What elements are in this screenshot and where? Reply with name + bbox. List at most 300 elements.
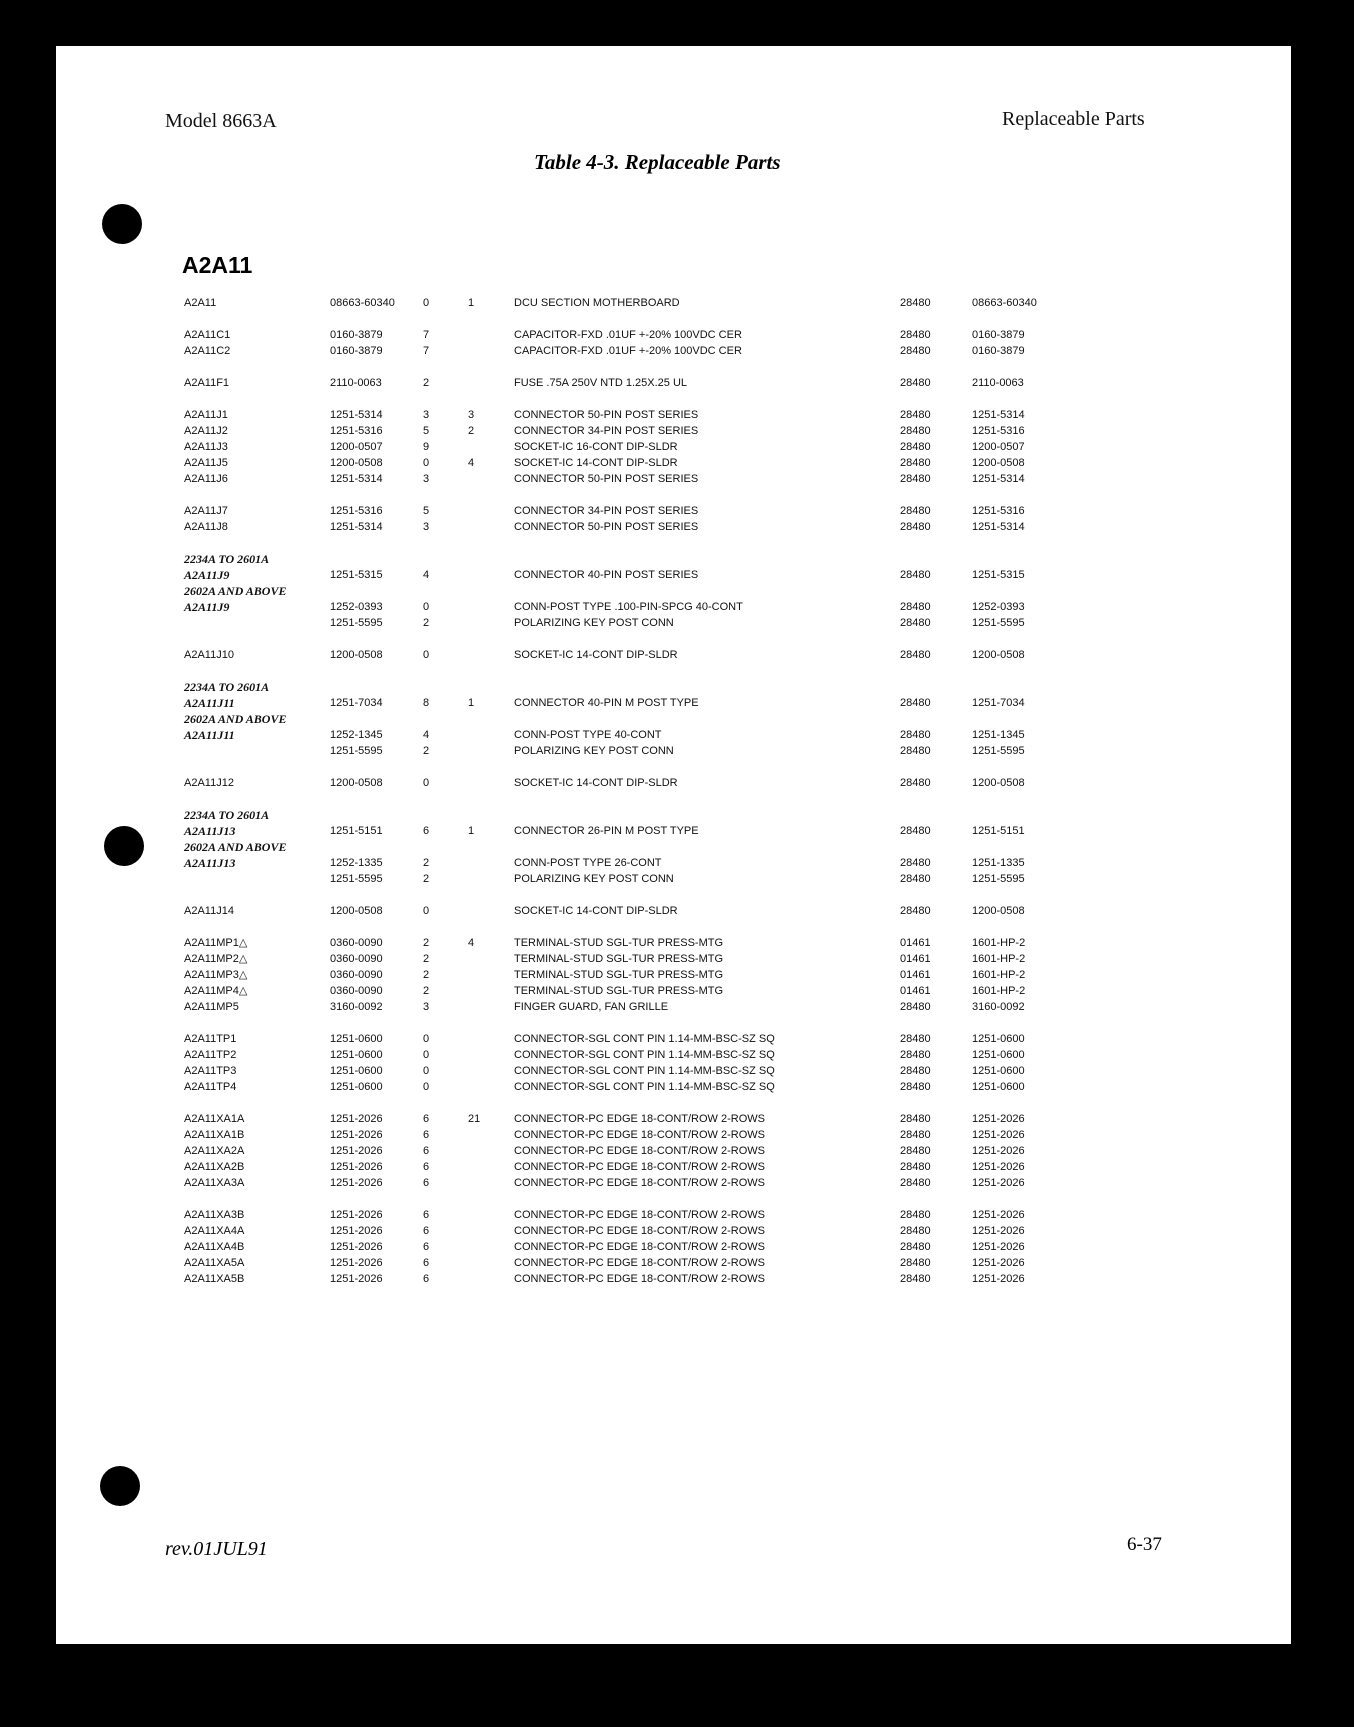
mfr-code: 28480	[900, 1257, 931, 1269]
mfr-part-number: 1251-2026	[972, 1113, 1025, 1125]
reference-designator: A2A11XA1B	[184, 1129, 245, 1141]
mfr-code: 28480	[900, 297, 931, 309]
check-digit: 0	[423, 1049, 430, 1061]
table-row	[56, 1176, 1291, 1191]
reference-designator: A2A11XA5B	[184, 1273, 245, 1285]
mfr-part-number: 1200-0507	[972, 441, 1025, 453]
mfr-part-number: 1251-5314	[972, 521, 1025, 533]
serial-prefix-note	[56, 808, 1291, 823]
part-number: 0360-0090	[330, 953, 383, 965]
table-row	[56, 376, 1291, 391]
part-number: 0360-0090	[330, 937, 383, 949]
check-digit: 6	[423, 1225, 430, 1237]
part-number: 1200-0507	[330, 441, 383, 453]
part-number: 1251-2026	[330, 1177, 383, 1189]
mfr-code: 28480	[900, 649, 931, 661]
reference-designator: A2A11MP3△	[184, 969, 248, 981]
mfr-code: 28480	[900, 1177, 931, 1189]
table-row	[56, 296, 1291, 311]
part-number: 0160-3879	[330, 345, 383, 357]
part-number: 0360-0090	[330, 985, 383, 997]
mfr-part-number: 1200-0508	[972, 457, 1025, 469]
description: TERMINAL-STUD SGL-TUR PRESS-MTG	[514, 953, 724, 965]
check-digit: 4	[423, 729, 430, 741]
mfr-code: 28480	[900, 505, 931, 517]
description: CONNECTOR 50-PIN POST SERIES	[514, 409, 699, 421]
mfr-code: 28480	[900, 825, 931, 837]
mfr-part-number: 1251-5595	[972, 745, 1025, 757]
mfr-code: 28480	[900, 1049, 931, 1061]
table-row	[56, 776, 1291, 791]
table-row	[56, 1032, 1291, 1047]
part-number: 1251-5314	[330, 521, 383, 533]
table-row	[56, 1256, 1291, 1271]
check-digit: 3	[423, 409, 430, 421]
part-number: 0160-3879	[330, 329, 383, 341]
serial-prefix-note	[56, 552, 1291, 567]
description: CONN-POST TYPE .100-PIN-SPCG 40-CONT	[514, 601, 743, 613]
reference-designator: A2A11J13	[184, 856, 236, 870]
part-number: 1251-2026	[330, 1113, 383, 1125]
mfr-part-number: 1251-5316	[972, 505, 1025, 517]
section-header: Replaceable Parts	[1002, 108, 1145, 130]
reference-designator: A2A11XA2B	[184, 1161, 245, 1173]
part-number: 1200-0508	[330, 777, 383, 789]
table-row	[56, 856, 1291, 871]
description: CONNECTOR-PC EDGE 18-CONT/ROW 2-ROWS	[514, 1257, 765, 1269]
part-number: 1251-5314	[330, 473, 383, 485]
mfr-code: 28480	[900, 569, 931, 581]
part-number: 1251-2026	[330, 1145, 383, 1157]
quantity: 1	[468, 697, 475, 709]
mfr-code: 28480	[900, 1001, 931, 1013]
part-number: 1251-5595	[330, 745, 383, 757]
mfr-code: 28480	[900, 377, 931, 389]
table-row	[56, 1272, 1291, 1287]
check-digit: 0	[423, 1065, 430, 1077]
description: SOCKET-IC 14-CONT DIP-SLDR	[514, 905, 678, 917]
mfr-part-number: 1251-2026	[972, 1257, 1025, 1269]
part-number: 1251-7034	[330, 697, 383, 709]
part-number: 08663-60340	[330, 297, 395, 309]
page-number: 6-37	[1127, 1534, 1162, 1555]
serial-prefix-text: 2234A TO 2601A	[184, 680, 270, 694]
part-number: 1251-0600	[330, 1081, 383, 1093]
mfr-part-number: 1601-HP-2	[972, 985, 1026, 997]
part-number: 1251-5315	[330, 569, 383, 581]
check-digit: 6	[423, 825, 430, 837]
reference-designator: A2A11XA3A	[184, 1177, 245, 1189]
mfr-part-number: 1251-0600	[972, 1049, 1025, 1061]
description: CONN-POST TYPE 26-CONT	[514, 857, 662, 869]
part-number: 1251-0600	[330, 1065, 383, 1077]
assembly-heading: A2A11	[182, 252, 253, 278]
part-number: 1251-5595	[330, 873, 383, 885]
description: CONNECTOR-PC EDGE 18-CONT/ROW 2-ROWS	[514, 1161, 765, 1173]
part-number: 1252-0393	[330, 601, 383, 613]
serial-prefix-text: 2234A TO 2601A	[184, 552, 270, 566]
table-row	[56, 968, 1291, 983]
mfr-part-number: 1251-1335	[972, 857, 1025, 869]
quantity: 4	[468, 457, 475, 469]
mfr-code: 28480	[900, 1129, 931, 1141]
quantity: 4	[468, 937, 475, 949]
table-row	[56, 1208, 1291, 1223]
part-number: 1251-2026	[330, 1161, 383, 1173]
description: TERMINAL-STUD SGL-TUR PRESS-MTG	[514, 985, 724, 997]
check-digit: 0	[423, 601, 430, 613]
reference-designator: A2A11TP3	[184, 1065, 237, 1077]
parts-table	[56, 46, 1291, 1644]
table-row	[56, 1064, 1291, 1079]
mfr-code: 28480	[900, 425, 931, 437]
reference-designator: A2A11MP1△	[184, 937, 248, 949]
reference-designator: A2A11J10	[184, 649, 234, 661]
mfr-part-number: 1251-2026	[972, 1161, 1025, 1173]
serial-prefix-text: 2602A AND ABOVE	[184, 712, 287, 726]
reference-designator: A2A11C1	[184, 329, 231, 341]
table-row	[56, 440, 1291, 455]
mfr-code: 28480	[900, 457, 931, 469]
serial-prefix-note	[56, 584, 1291, 599]
check-digit: 9	[423, 441, 430, 453]
mfr-part-number: 1251-5595	[972, 873, 1025, 885]
table-title: Table 4-3. Replaceable Parts	[534, 150, 781, 174]
quantity: 3	[468, 409, 475, 421]
table-row	[56, 408, 1291, 423]
reference-designator: A2A11MP5	[184, 1001, 239, 1013]
check-digit: 2	[423, 953, 430, 965]
mfr-code: 28480	[900, 521, 931, 533]
mfr-code: 28480	[900, 1241, 931, 1253]
mfr-code: 28480	[900, 873, 931, 885]
reference-designator: A2A11XA2A	[184, 1145, 245, 1157]
mfr-part-number: 08663-60340	[972, 297, 1037, 309]
mfr-code: 01461	[900, 985, 931, 997]
mfr-part-number: 1251-0600	[972, 1033, 1025, 1045]
part-number: 2110-0063	[330, 377, 382, 389]
check-digit: 6	[423, 1257, 430, 1269]
mfr-code: 28480	[900, 601, 931, 613]
table-row	[56, 1080, 1291, 1095]
reference-designator: A2A11XA3B	[184, 1209, 245, 1221]
mfr-part-number: 1251-1345	[972, 729, 1025, 741]
mfr-part-number: 1251-7034	[972, 697, 1025, 709]
mfr-part-number: 1251-5151	[972, 825, 1025, 837]
check-digit: 2	[423, 985, 430, 997]
description: POLARIZING KEY POST CONN	[514, 617, 674, 629]
mfr-part-number: 1251-2026	[972, 1145, 1025, 1157]
description: CONNECTOR 40-PIN POST SERIES	[514, 569, 699, 581]
mfr-part-number: 1252-0393	[972, 601, 1025, 613]
table-row	[56, 872, 1291, 887]
revision-footer: rev.01JUL91	[165, 1538, 268, 1560]
mfr-code: 28480	[900, 857, 931, 869]
quantity: 1	[468, 297, 475, 309]
check-digit: 6	[423, 1129, 430, 1141]
quantity: 21	[468, 1113, 481, 1125]
mfr-code: 28480	[900, 729, 931, 741]
part-number: 1200-0508	[330, 905, 383, 917]
part-number: 1251-5316	[330, 505, 383, 517]
mfr-code: 28480	[900, 329, 931, 341]
mfr-part-number: 1251-2026	[972, 1241, 1025, 1253]
mfr-code: 01461	[900, 953, 931, 965]
mfr-part-number: 1251-2026	[972, 1273, 1025, 1285]
mfr-part-number: 1251-0600	[972, 1065, 1025, 1077]
reference-designator: A2A11XA1A	[184, 1113, 245, 1125]
reference-designator: A2A11J8	[184, 521, 228, 533]
description: CONNECTOR 50-PIN POST SERIES	[514, 473, 699, 485]
part-number: 3160-0092	[330, 1001, 383, 1013]
check-digit: 0	[423, 777, 430, 789]
reference-designator: A2A11XA4A	[184, 1225, 245, 1237]
mfr-part-number: 0160-3879	[972, 345, 1025, 357]
serial-prefix-note	[56, 840, 1291, 855]
part-number: 1200-0508	[330, 457, 383, 469]
description: DCU SECTION MOTHERBOARD	[514, 297, 680, 309]
check-digit: 6	[423, 1113, 430, 1125]
part-number: 1252-1335	[330, 857, 383, 869]
quantity: 2	[468, 425, 475, 437]
reference-designator: A2A11MP2△	[184, 953, 248, 965]
description: SOCKET-IC 14-CONT DIP-SLDR	[514, 457, 678, 469]
description: CONNECTOR-PC EDGE 18-CONT/ROW 2-ROWS	[514, 1113, 765, 1125]
check-digit: 7	[423, 345, 430, 357]
mfr-part-number: 2110-0063	[972, 377, 1024, 389]
description: CONN-POST TYPE 40-CONT	[514, 729, 662, 741]
part-number: 1251-0600	[330, 1049, 383, 1061]
reference-designator: A2A11TP2	[184, 1049, 237, 1061]
mfr-code: 28480	[900, 1065, 931, 1077]
check-digit: 2	[423, 969, 430, 981]
check-digit: 0	[423, 297, 430, 309]
check-digit: 6	[423, 1209, 430, 1221]
mfr-code: 28480	[900, 777, 931, 789]
check-digit: 6	[423, 1273, 430, 1285]
table-row	[56, 1128, 1291, 1143]
description: CONNECTOR-PC EDGE 18-CONT/ROW 2-ROWS	[514, 1145, 765, 1157]
serial-prefix-text: 2234A TO 2601A	[184, 808, 270, 822]
description: CONNECTOR-PC EDGE 18-CONT/ROW 2-ROWS	[514, 1241, 765, 1253]
table-row	[56, 1240, 1291, 1255]
table-row	[56, 984, 1291, 999]
check-digit: 5	[423, 505, 430, 517]
table-row	[56, 1224, 1291, 1239]
table-row	[56, 904, 1291, 919]
part-number: 1251-2026	[330, 1225, 383, 1237]
description: CONNECTOR-SGL CONT PIN 1.14-MM-BSC-SZ SQ	[514, 1033, 775, 1045]
mfr-code: 28480	[900, 697, 931, 709]
reference-designator: A2A11J2	[184, 425, 228, 437]
reference-designator: A2A11J5	[184, 457, 228, 469]
mfr-part-number: 1601-HP-2	[972, 969, 1026, 981]
reference-designator: A2A11J9	[184, 600, 230, 614]
description: CONNECTOR-PC EDGE 18-CONT/ROW 2-ROWS	[514, 1209, 765, 1221]
reference-designator: A2A11J11	[184, 728, 235, 742]
check-digit: 2	[423, 937, 430, 949]
description: FINGER GUARD, FAN GRILLE	[514, 1001, 669, 1013]
description: TERMINAL-STUD SGL-TUR PRESS-MTG	[514, 969, 724, 981]
table-row	[56, 568, 1291, 583]
description: FUSE .75A 250V NTD 1.25X.25 UL	[514, 377, 688, 389]
check-digit: 3	[423, 473, 430, 485]
mfr-part-number: 1200-0508	[972, 649, 1025, 661]
reference-designator: A2A11J13	[184, 824, 236, 838]
document-page	[56, 46, 1291, 1644]
description: CAPACITOR-FXD .01UF +-20% 100VDC CER	[514, 345, 742, 357]
check-digit: 0	[423, 905, 430, 917]
mfr-part-number: 1200-0508	[972, 905, 1025, 917]
mfr-code: 28480	[900, 409, 931, 421]
part-number: 0360-0090	[330, 969, 383, 981]
description: POLARIZING KEY POST CONN	[514, 745, 674, 757]
part-number: 1251-2026	[330, 1209, 383, 1221]
description: CONNECTOR 40-PIN M POST TYPE	[514, 697, 699, 709]
mfr-code: 28480	[900, 441, 931, 453]
check-digit: 0	[423, 1081, 430, 1093]
mfr-code: 28480	[900, 1273, 931, 1285]
check-digit: 2	[423, 377, 430, 389]
check-digit: 6	[423, 1177, 430, 1189]
table-row	[56, 456, 1291, 471]
description: SOCKET-IC 14-CONT DIP-SLDR	[514, 649, 678, 661]
description: POLARIZING KEY POST CONN	[514, 873, 674, 885]
description: CONNECTOR 50-PIN POST SERIES	[514, 521, 699, 533]
reference-designator: A2A11XA5A	[184, 1257, 245, 1269]
description: CONNECTOR-PC EDGE 18-CONT/ROW 2-ROWS	[514, 1177, 765, 1189]
part-number: 1251-0600	[330, 1033, 383, 1045]
table-row	[56, 472, 1291, 487]
mfr-part-number: 1251-5595	[972, 617, 1025, 629]
mfr-part-number: 1251-5315	[972, 569, 1025, 581]
description: CONNECTOR-SGL CONT PIN 1.14-MM-BSC-SZ SQ	[514, 1065, 775, 1077]
mfr-part-number: 1251-2026	[972, 1129, 1025, 1141]
mfr-part-number: 1251-5316	[972, 425, 1025, 437]
description: CONNECTOR-SGL CONT PIN 1.14-MM-BSC-SZ SQ	[514, 1081, 775, 1093]
reference-designator: A2A11J11	[184, 696, 235, 710]
description: CONNECTOR 34-PIN POST SERIES	[514, 505, 699, 517]
mfr-code: 28480	[900, 1161, 931, 1173]
table-row	[56, 600, 1291, 615]
mfr-code: 28480	[900, 1081, 931, 1093]
reference-designator: A2A11	[184, 297, 217, 309]
table-row	[56, 1112, 1291, 1127]
mfr-code: 28480	[900, 1209, 931, 1221]
reference-designator: A2A11C2	[184, 345, 231, 357]
mfr-code: 28480	[900, 1225, 931, 1237]
description: CAPACITOR-FXD .01UF +-20% 100VDC CER	[514, 329, 742, 341]
part-number: 1251-5151	[330, 825, 383, 837]
check-digit: 2	[423, 857, 430, 869]
reference-designator: A2A11TP1	[184, 1033, 237, 1045]
part-number: 1251-5316	[330, 425, 383, 437]
check-digit: 0	[423, 1033, 430, 1045]
reference-designator: A2A11J1	[184, 409, 228, 421]
check-digit: 7	[423, 329, 430, 341]
description: SOCKET-IC 16-CONT DIP-SLDR	[514, 441, 678, 453]
reference-designator: A2A11J7	[184, 505, 228, 517]
table-row	[56, 952, 1291, 967]
table-row	[56, 504, 1291, 519]
table-row	[56, 648, 1291, 663]
reference-designator: A2A11J14	[184, 905, 234, 917]
check-digit: 2	[423, 745, 430, 757]
quantity: 1	[468, 825, 475, 837]
mfr-part-number: 1251-5314	[972, 409, 1025, 421]
mfr-code: 01461	[900, 937, 931, 949]
table-row	[56, 744, 1291, 759]
mfr-part-number: 1251-2026	[972, 1225, 1025, 1237]
check-digit: 4	[423, 569, 430, 581]
mfr-part-number: 1200-0508	[972, 777, 1025, 789]
table-row	[56, 344, 1291, 359]
reference-designator: A2A11J6	[184, 473, 228, 485]
mfr-part-number: 1251-2026	[972, 1209, 1025, 1221]
mfr-code: 28480	[900, 905, 931, 917]
table-row	[56, 1048, 1291, 1063]
mfr-code: 28480	[900, 1113, 931, 1125]
part-number: 1251-2026	[330, 1273, 383, 1285]
check-digit: 3	[423, 521, 430, 533]
serial-prefix-note	[56, 712, 1291, 727]
reference-designator: A2A11XA4B	[184, 1241, 245, 1253]
mfr-code: 28480	[900, 473, 931, 485]
table-row	[56, 424, 1291, 439]
mfr-part-number: 1251-0600	[972, 1081, 1025, 1093]
description: CONNECTOR-PC EDGE 18-CONT/ROW 2-ROWS	[514, 1225, 765, 1237]
description: CONNECTOR-PC EDGE 18-CONT/ROW 2-ROWS	[514, 1273, 765, 1285]
reference-designator: A2A11F1	[184, 377, 230, 389]
description: CONNECTOR 34-PIN POST SERIES	[514, 425, 699, 437]
check-digit: 2	[423, 617, 430, 629]
mfr-code: 28480	[900, 745, 931, 757]
table-row	[56, 728, 1291, 743]
mfr-part-number: 0160-3879	[972, 329, 1025, 341]
table-row	[56, 520, 1291, 535]
reference-designator: A2A11TP4	[184, 1081, 237, 1093]
check-digit: 8	[423, 697, 430, 709]
part-number: 1251-5314	[330, 409, 383, 421]
check-digit: 0	[423, 457, 430, 469]
mfr-part-number: 1251-5314	[972, 473, 1025, 485]
description: SOCKET-IC 14-CONT DIP-SLDR	[514, 777, 678, 789]
mfr-part-number: 1601-HP-2	[972, 953, 1026, 965]
mfr-code: 28480	[900, 1145, 931, 1157]
model-header: Model 8663A	[165, 110, 277, 132]
check-digit: 0	[423, 649, 430, 661]
table-row	[56, 696, 1291, 711]
reference-designator: A2A11J9	[184, 568, 230, 582]
mfr-code: 28480	[900, 617, 931, 629]
part-number: 1200-0508	[330, 649, 383, 661]
mfr-code: 28480	[900, 1033, 931, 1045]
reference-designator: A2A11J3	[184, 441, 228, 453]
description: CONNECTOR-PC EDGE 18-CONT/ROW 2-ROWS	[514, 1129, 765, 1141]
reference-designator: A2A11MP4△	[184, 985, 248, 997]
check-digit: 6	[423, 1145, 430, 1157]
part-number: 1252-1345	[330, 729, 383, 741]
part-number: 1251-2026	[330, 1241, 383, 1253]
mfr-code: 01461	[900, 969, 931, 981]
serial-prefix-text: 2602A AND ABOVE	[184, 584, 287, 598]
table-row	[56, 824, 1291, 839]
mfr-part-number: 1251-2026	[972, 1177, 1025, 1189]
table-row	[56, 1000, 1291, 1015]
check-digit: 3	[423, 1001, 430, 1013]
table-row	[56, 616, 1291, 631]
mfr-part-number: 3160-0092	[972, 1001, 1025, 1013]
